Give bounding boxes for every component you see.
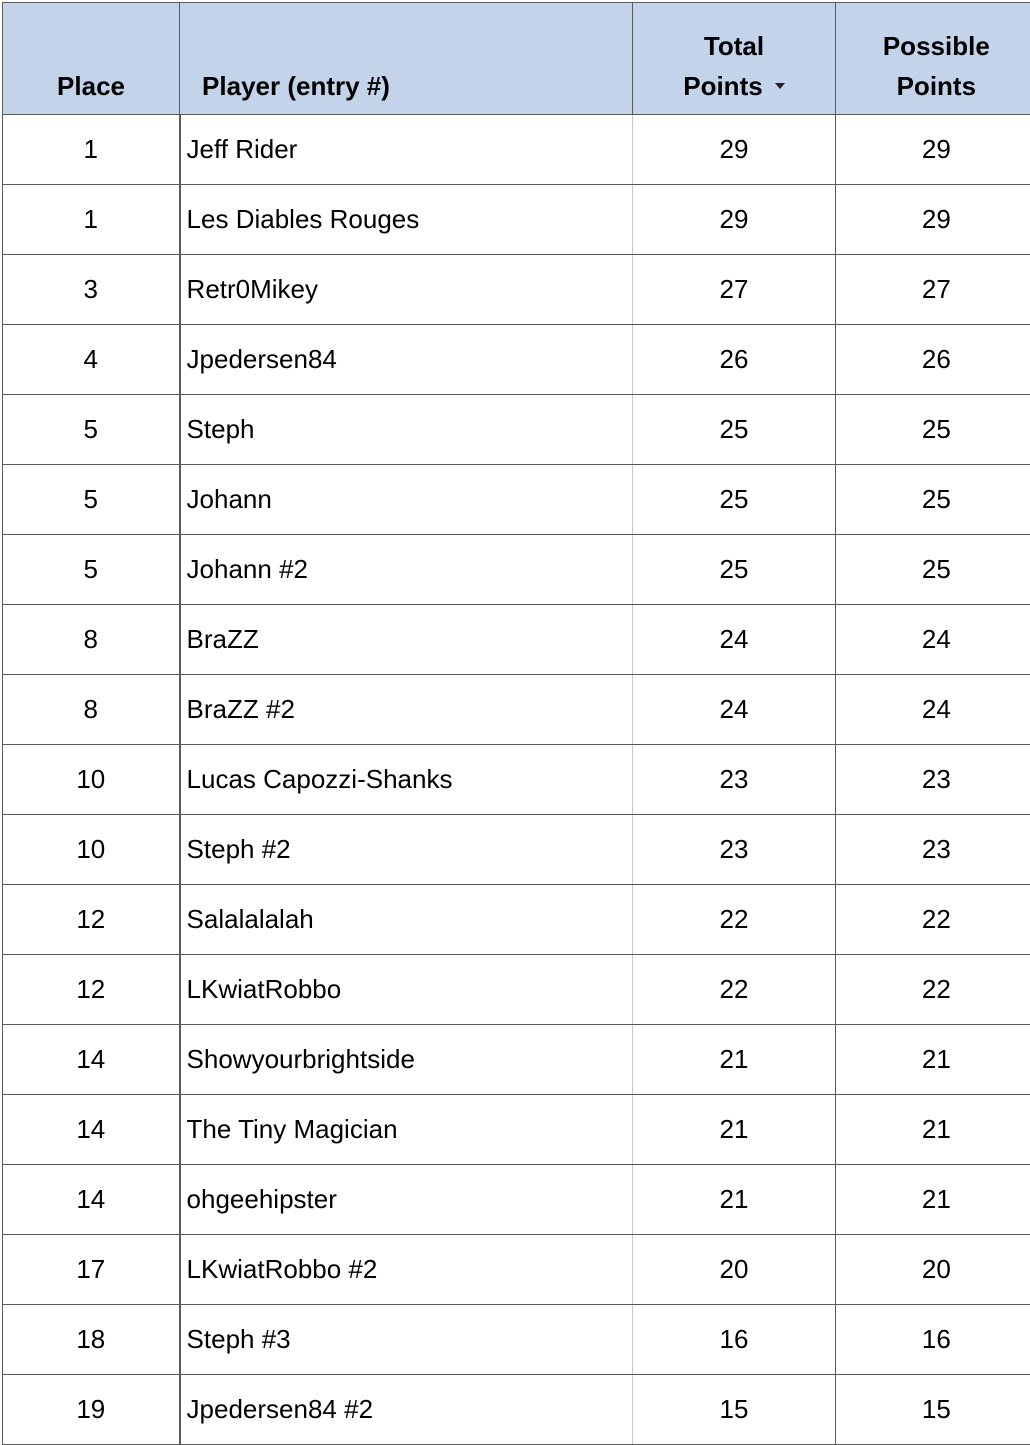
player-name-cell: Lucas Capozzi-Shanks bbox=[180, 745, 633, 815]
table-row[interactable] bbox=[3, 745, 1030, 815]
place-cell: 12 bbox=[3, 955, 180, 1025]
table-row[interactable] bbox=[3, 1375, 1030, 1445]
table-row[interactable] bbox=[3, 885, 1030, 955]
place-cell: 12 bbox=[3, 885, 180, 955]
player-name-cell: Steph #2 bbox=[180, 815, 633, 885]
place-cell: 17 bbox=[3, 1235, 180, 1305]
possible-points-cell: 20 bbox=[835, 1235, 1030, 1305]
place-cell: 1 bbox=[3, 115, 180, 185]
place-cell: 8 bbox=[3, 675, 180, 745]
table-row[interactable] bbox=[3, 605, 1030, 675]
total-points-cell: 25 bbox=[633, 465, 835, 535]
table-row[interactable] bbox=[3, 1095, 1030, 1165]
possible-points-cell: 22 bbox=[835, 885, 1030, 955]
table-row[interactable] bbox=[3, 465, 1030, 535]
table-row[interactable] bbox=[3, 815, 1030, 885]
table-row[interactable] bbox=[3, 185, 1030, 255]
possible-points-cell: 29 bbox=[835, 115, 1030, 185]
column-header-possible-line1: Possible bbox=[883, 31, 990, 61]
place-cell: 1 bbox=[3, 185, 180, 255]
player-name-cell: Jpedersen84 #2 bbox=[180, 1375, 633, 1445]
total-points-cell: 29 bbox=[633, 185, 835, 255]
column-header-player[interactable] bbox=[180, 3, 633, 115]
standings-header bbox=[3, 3, 1030, 115]
possible-points-cell: 26 bbox=[835, 325, 1030, 395]
possible-points-cell: 23 bbox=[835, 745, 1030, 815]
possible-points-cell: 21 bbox=[835, 1165, 1030, 1235]
player-name-cell: LKwiatRobbo #2 bbox=[180, 1235, 633, 1305]
total-points-cell: 21 bbox=[633, 1025, 835, 1095]
total-points-cell: 20 bbox=[633, 1235, 835, 1305]
table-row[interactable] bbox=[3, 955, 1030, 1025]
place-cell: 14 bbox=[3, 1025, 180, 1095]
player-name-cell: Jpedersen84 bbox=[180, 325, 633, 395]
player-name-cell: LKwiatRobbo bbox=[180, 955, 633, 1025]
possible-points-cell: 21 bbox=[835, 1025, 1030, 1095]
player-name-cell: Salalalalah bbox=[180, 885, 633, 955]
player-name-cell: Johann #2 bbox=[180, 535, 633, 605]
table-row[interactable] bbox=[3, 115, 1030, 185]
column-header-possible-points[interactable] bbox=[835, 3, 1030, 115]
table-row[interactable] bbox=[3, 1165, 1030, 1235]
place-cell: 18 bbox=[3, 1305, 180, 1375]
total-points-cell: 25 bbox=[633, 535, 835, 605]
place-cell: 10 bbox=[3, 745, 180, 815]
player-name-cell: Johann bbox=[180, 465, 633, 535]
total-points-cell: 25 bbox=[633, 395, 835, 465]
possible-points-cell: 25 bbox=[835, 465, 1030, 535]
possible-points-cell: 23 bbox=[835, 815, 1030, 885]
table-row[interactable] bbox=[3, 675, 1030, 745]
column-header-total-line1: Total bbox=[704, 31, 764, 61]
player-name-cell: BraZZ bbox=[180, 605, 633, 675]
total-points-cell: 22 bbox=[633, 885, 835, 955]
possible-points-cell: 16 bbox=[835, 1305, 1030, 1375]
total-points-cell: 16 bbox=[633, 1305, 835, 1375]
standings-table bbox=[2, 2, 1030, 1445]
column-header-place-label: Place bbox=[57, 71, 125, 101]
total-points-cell: 29 bbox=[633, 115, 835, 185]
total-points-cell: 27 bbox=[633, 255, 835, 325]
table-row[interactable] bbox=[3, 1235, 1030, 1305]
total-points-cell: 21 bbox=[633, 1095, 835, 1165]
possible-points-cell: 21 bbox=[835, 1095, 1030, 1165]
total-points-cell: 24 bbox=[633, 605, 835, 675]
total-points-cell: 21 bbox=[633, 1165, 835, 1235]
total-points-cell: 23 bbox=[633, 745, 835, 815]
player-name-cell: BraZZ #2 bbox=[180, 675, 633, 745]
standings-body bbox=[3, 115, 1030, 1445]
possible-points-cell: 24 bbox=[835, 605, 1030, 675]
column-header-player-label: Player (entry #) bbox=[202, 71, 390, 101]
column-header-total-points[interactable] bbox=[633, 3, 835, 115]
place-cell: 3 bbox=[3, 255, 180, 325]
total-points-cell: 22 bbox=[633, 955, 835, 1025]
place-cell: 5 bbox=[3, 535, 180, 605]
header-row bbox=[3, 3, 1030, 115]
player-name-cell: Steph bbox=[180, 395, 633, 465]
place-cell: 14 bbox=[3, 1095, 180, 1165]
table-row[interactable] bbox=[3, 255, 1030, 325]
player-name-cell: Steph #3 bbox=[180, 1305, 633, 1375]
player-name-cell: The Tiny Magician bbox=[180, 1095, 633, 1165]
column-header-possible-line2: Points bbox=[897, 71, 976, 101]
total-points-cell: 24 bbox=[633, 675, 835, 745]
table-row[interactable] bbox=[3, 395, 1030, 465]
player-name-cell: ohgeehipster bbox=[180, 1165, 633, 1235]
place-cell: 14 bbox=[3, 1165, 180, 1235]
table-row[interactable] bbox=[3, 535, 1030, 605]
player-name-cell: Retr0Mikey bbox=[180, 255, 633, 325]
possible-points-cell: 25 bbox=[835, 535, 1030, 605]
player-name-cell: Les Diables Rouges bbox=[180, 185, 633, 255]
sort-descending-icon[interactable] bbox=[775, 83, 785, 89]
possible-points-cell: 25 bbox=[835, 395, 1030, 465]
total-points-cell: 23 bbox=[633, 815, 835, 885]
place-cell: 10 bbox=[3, 815, 180, 885]
table-row[interactable] bbox=[3, 325, 1030, 395]
total-points-cell: 15 bbox=[633, 1375, 835, 1445]
column-header-total-line2: Points bbox=[683, 71, 762, 101]
possible-points-cell: 24 bbox=[835, 675, 1030, 745]
place-cell: 19 bbox=[3, 1375, 180, 1445]
player-name-cell: Showyourbrightside bbox=[180, 1025, 633, 1095]
place-cell: 5 bbox=[3, 395, 180, 465]
possible-points-cell: 15 bbox=[835, 1375, 1030, 1445]
total-points-cell: 26 bbox=[633, 325, 835, 395]
possible-points-cell: 29 bbox=[835, 185, 1030, 255]
column-header-place[interactable] bbox=[3, 3, 180, 115]
place-cell: 5 bbox=[3, 465, 180, 535]
table-row[interactable] bbox=[3, 1025, 1030, 1095]
place-cell: 8 bbox=[3, 605, 180, 675]
player-name-cell: Jeff Rider bbox=[180, 115, 633, 185]
table-row[interactable] bbox=[3, 1305, 1030, 1375]
place-cell: 4 bbox=[3, 325, 180, 395]
possible-points-cell: 27 bbox=[835, 255, 1030, 325]
possible-points-cell: 22 bbox=[835, 955, 1030, 1025]
